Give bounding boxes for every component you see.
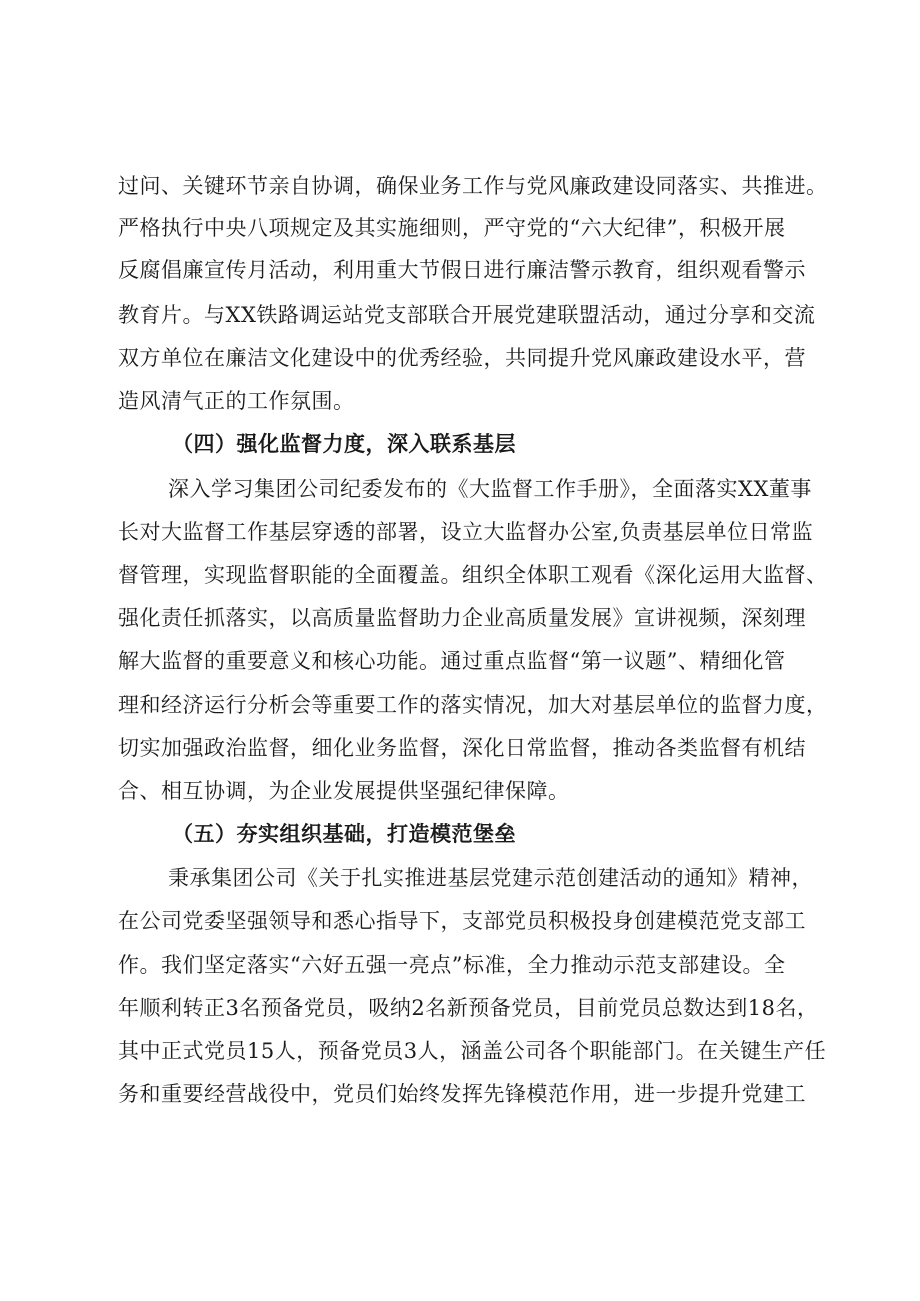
paragraph-line: 在公司党委坚强领导和悉心指导下，支部党员积极投身创建模范党支部工 (118, 909, 806, 933)
paragraph-line: 切实加强政治监督，细化业务监督，深化日常监督，推动各类监督有机结 (118, 736, 806, 760)
paragraph-line: 务和重要经营战役中，党员们始终发挥先锋模范作用，进一步提升党建工 (118, 1082, 806, 1106)
paragraph-line: 严格执行中央八项规定及其实施细则，严守党的“六大纪律”，积极开展 (118, 216, 786, 240)
paragraph-line: 解大监督的重要意义和核心功能。通过重点监督“第一议题”、精细化管 (118, 649, 786, 673)
paragraph-line: 合、相互协调，为企业发展提供坚强纪律保障。 (118, 779, 570, 803)
paragraph-line: 造风清气正的工作氛围。 (118, 389, 355, 413)
paragraph-line: 反腐倡廉宣传月活动，利用重大节假日进行廉洁警示教育，组织观看警示 (118, 258, 806, 282)
paragraph-line: 年顺利转正3名预备党员，吸纳2名新预备党员，目前党员总数达到18名， (118, 996, 819, 1020)
section-heading-4: （四）强化监督力度，深入联系基层 (172, 431, 516, 456)
paragraph-line: 教育片。与XX铁路调运站党支部联合开展党建联盟活动，通过分享和交流 (118, 303, 816, 327)
paragraph-line: 理和经济运行分析会等重要工作的落实情况，加大对基层单位的监督力度， (118, 693, 828, 717)
paragraph-line: 过问、关键环节亲自协调，确保业务工作与党风廉政建设同落实、共推进。 (118, 174, 828, 198)
paragraph-line: 作。我们坚定落实“六好五强一亮点”标准，全力推动示范支部建设。全 (118, 953, 786, 977)
paragraph-line: 强化责任抓落实，以高质量监督助力企业高质量发展》宣讲视频，深刻理 (118, 606, 806, 630)
paragraph-line: 双方单位在廉洁文化建设中的优秀经验，共同提升党风廉政建设水平，营 (118, 346, 806, 370)
paragraph-line: 秉承集团公司《关于扎实推进基层党建示范创建活动的通知》精神， (168, 866, 813, 890)
paragraph-line: 长对大监督工作基层穿透的部署，设立大监督办公室,负责基层单位日常监 (118, 520, 814, 544)
paragraph-line: 深入学习集团公司纪委发布的《大监督工作手册》，全面落实XX董事 (168, 477, 812, 501)
paragraph-line: 其中正式党员15人，预备党员3人，涵盖公司各个职能部门。在关键生产任 (118, 1039, 827, 1063)
section-heading-5: （五）夯实组织基础，打造模范堡垒 (172, 821, 516, 846)
paragraph-line: 督管理，实现监督职能的全面覆盖。组织全体职工观看《深化运用大监督、 (118, 563, 828, 587)
